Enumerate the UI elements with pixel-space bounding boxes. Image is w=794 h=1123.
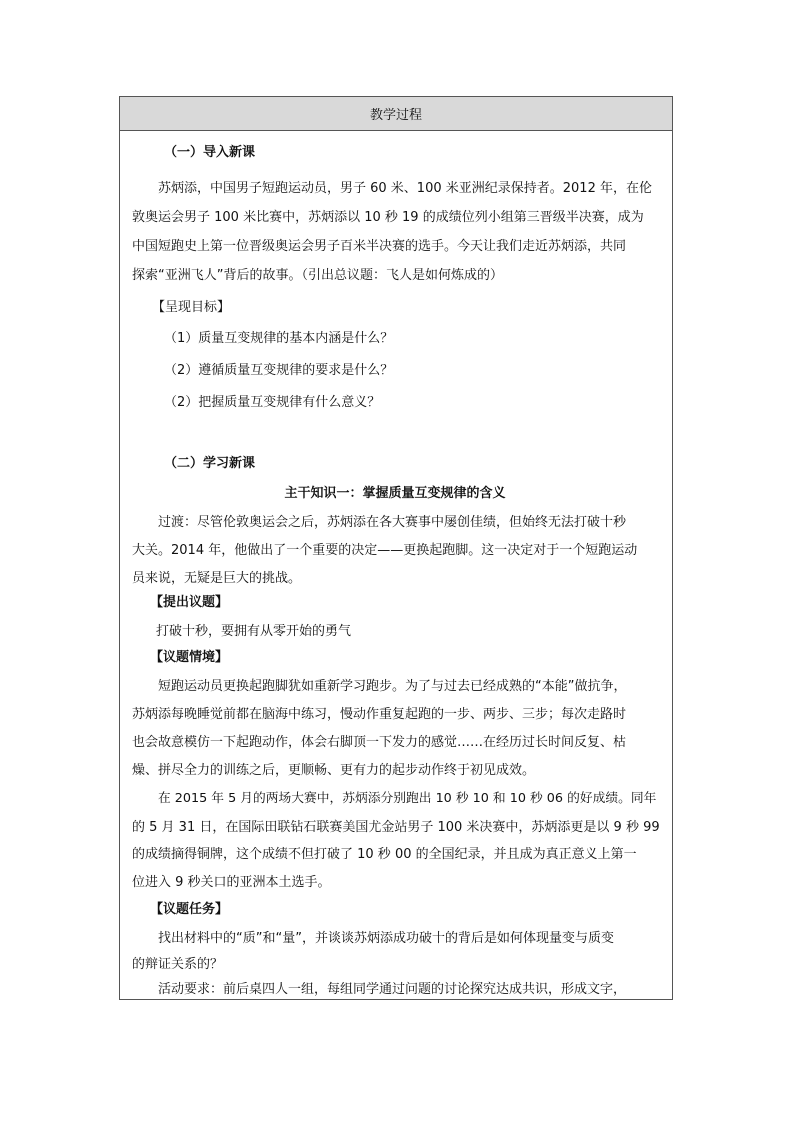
- scenario-line-8: 位进入 9 秒关口的亚洲本土选手。: [132, 875, 331, 890]
- task-label: 【议题任务】: [150, 902, 229, 917]
- scenario-label: 【议题情境】: [150, 650, 229, 665]
- scenario-line-5: 在 2015 年 5 月的两场大赛中，苏炳添分别跑出 10 秒 10 和 10 秒 06 的好成绩。同年: [158, 791, 657, 806]
- scenario-line-7: 的成绩摘得铜牌，这个成绩不但打破了 10 秒 00 的全国纪录，并且成为真正意义上第一: [132, 847, 637, 862]
- scenario-line-4: 燥、拼尽全力的训练之后，更顺畅、更有力的起步动作终于初见成效。: [132, 763, 536, 778]
- goals-label: 【呈现目标】: [152, 300, 231, 315]
- intro-line-3: 中国短跑史上第一位晋级奥运会男子百米半决赛的选手。今天让我们走近苏炳添，共同: [132, 239, 627, 254]
- goal-item-3: （2）把握质量互变规律有什么意义？: [164, 395, 381, 410]
- topic-text: 打破十秒，要拥有从零开始的勇气: [156, 624, 352, 639]
- transition-line-2: 大关。2014 年，他做出了一个重要的决定——更换起跑脚。这一决定对于一个短跑运动: [132, 543, 638, 558]
- task-line-2: 的辩证关系的？: [132, 957, 224, 972]
- transition-line-3: 员来说，无疑是巨大的挑战。: [132, 571, 302, 586]
- scenario-line-1: 短跑运动员更换起跑脚犹如重新学习跑步。为了与过去已经成熟的“本能”做抗争，: [158, 679, 627, 694]
- topic-label: 【提出议题】: [150, 595, 229, 610]
- table-header-title: 教学过程: [369, 108, 422, 123]
- scenario-line-2: 苏炳添每晚睡觉前都在脑海中练习，慢动作重复起跑的一步、两步、三步；每次走路时: [132, 707, 627, 722]
- task-line-3: 活动要求：前后桌四人一组，每组同学通过问题的讨论探究达成共识，形成文字，: [158, 982, 627, 997]
- intro-line-4: 探索“亚洲飞人”背后的故事。（引出总议题：飞人是如何炼成的）: [132, 268, 503, 283]
- section1-heading: （一）导入新课: [164, 145, 256, 160]
- table-header: [120, 97, 672, 131]
- lesson-table: [119, 96, 673, 1000]
- intro-line-1: 苏炳添，中国男子短跑运动员，男子 60 米、100 米亚洲纪录保持者。2012 年，在伦: [158, 181, 652, 196]
- goal-item-1: （1）质量互变规律的基本内涵是什么？: [164, 331, 394, 346]
- scenario-line-3: 也会故意模仿一下起跑动作，体会右脚顶一下发力的感觉……在经历过长时间反复、枯: [132, 735, 627, 750]
- intro-line-2: 敦奥运会男子 100 米比赛中，苏炳添以 10 秒 19 的成绩位列小组第三晋级半决赛，成为: [132, 210, 644, 225]
- task-line-1: 找出材料中的“质”和“量”，并谈谈苏炳添成功破十的背后是如何体现量变与质变: [158, 931, 614, 946]
- scenario-line-6: 的 5 月 31 日，在国际田联钻石联赛美国尤金站男子 100 米决赛中，苏炳添更是以 9 秒 99: [132, 820, 660, 835]
- transition-line-1: 过渡：尽管伦敦奥运会之后，苏炳添在各大赛事中屡创佳绩，但始终无法打破十秒: [158, 515, 627, 530]
- section2-subheading: 主干知识一：掌握质量互变规律的含义: [284, 486, 506, 501]
- goal-item-2: （2）遵循质量互变规律的要求是什么？: [164, 363, 394, 378]
- section2-heading: （二）学习新课: [164, 456, 256, 471]
